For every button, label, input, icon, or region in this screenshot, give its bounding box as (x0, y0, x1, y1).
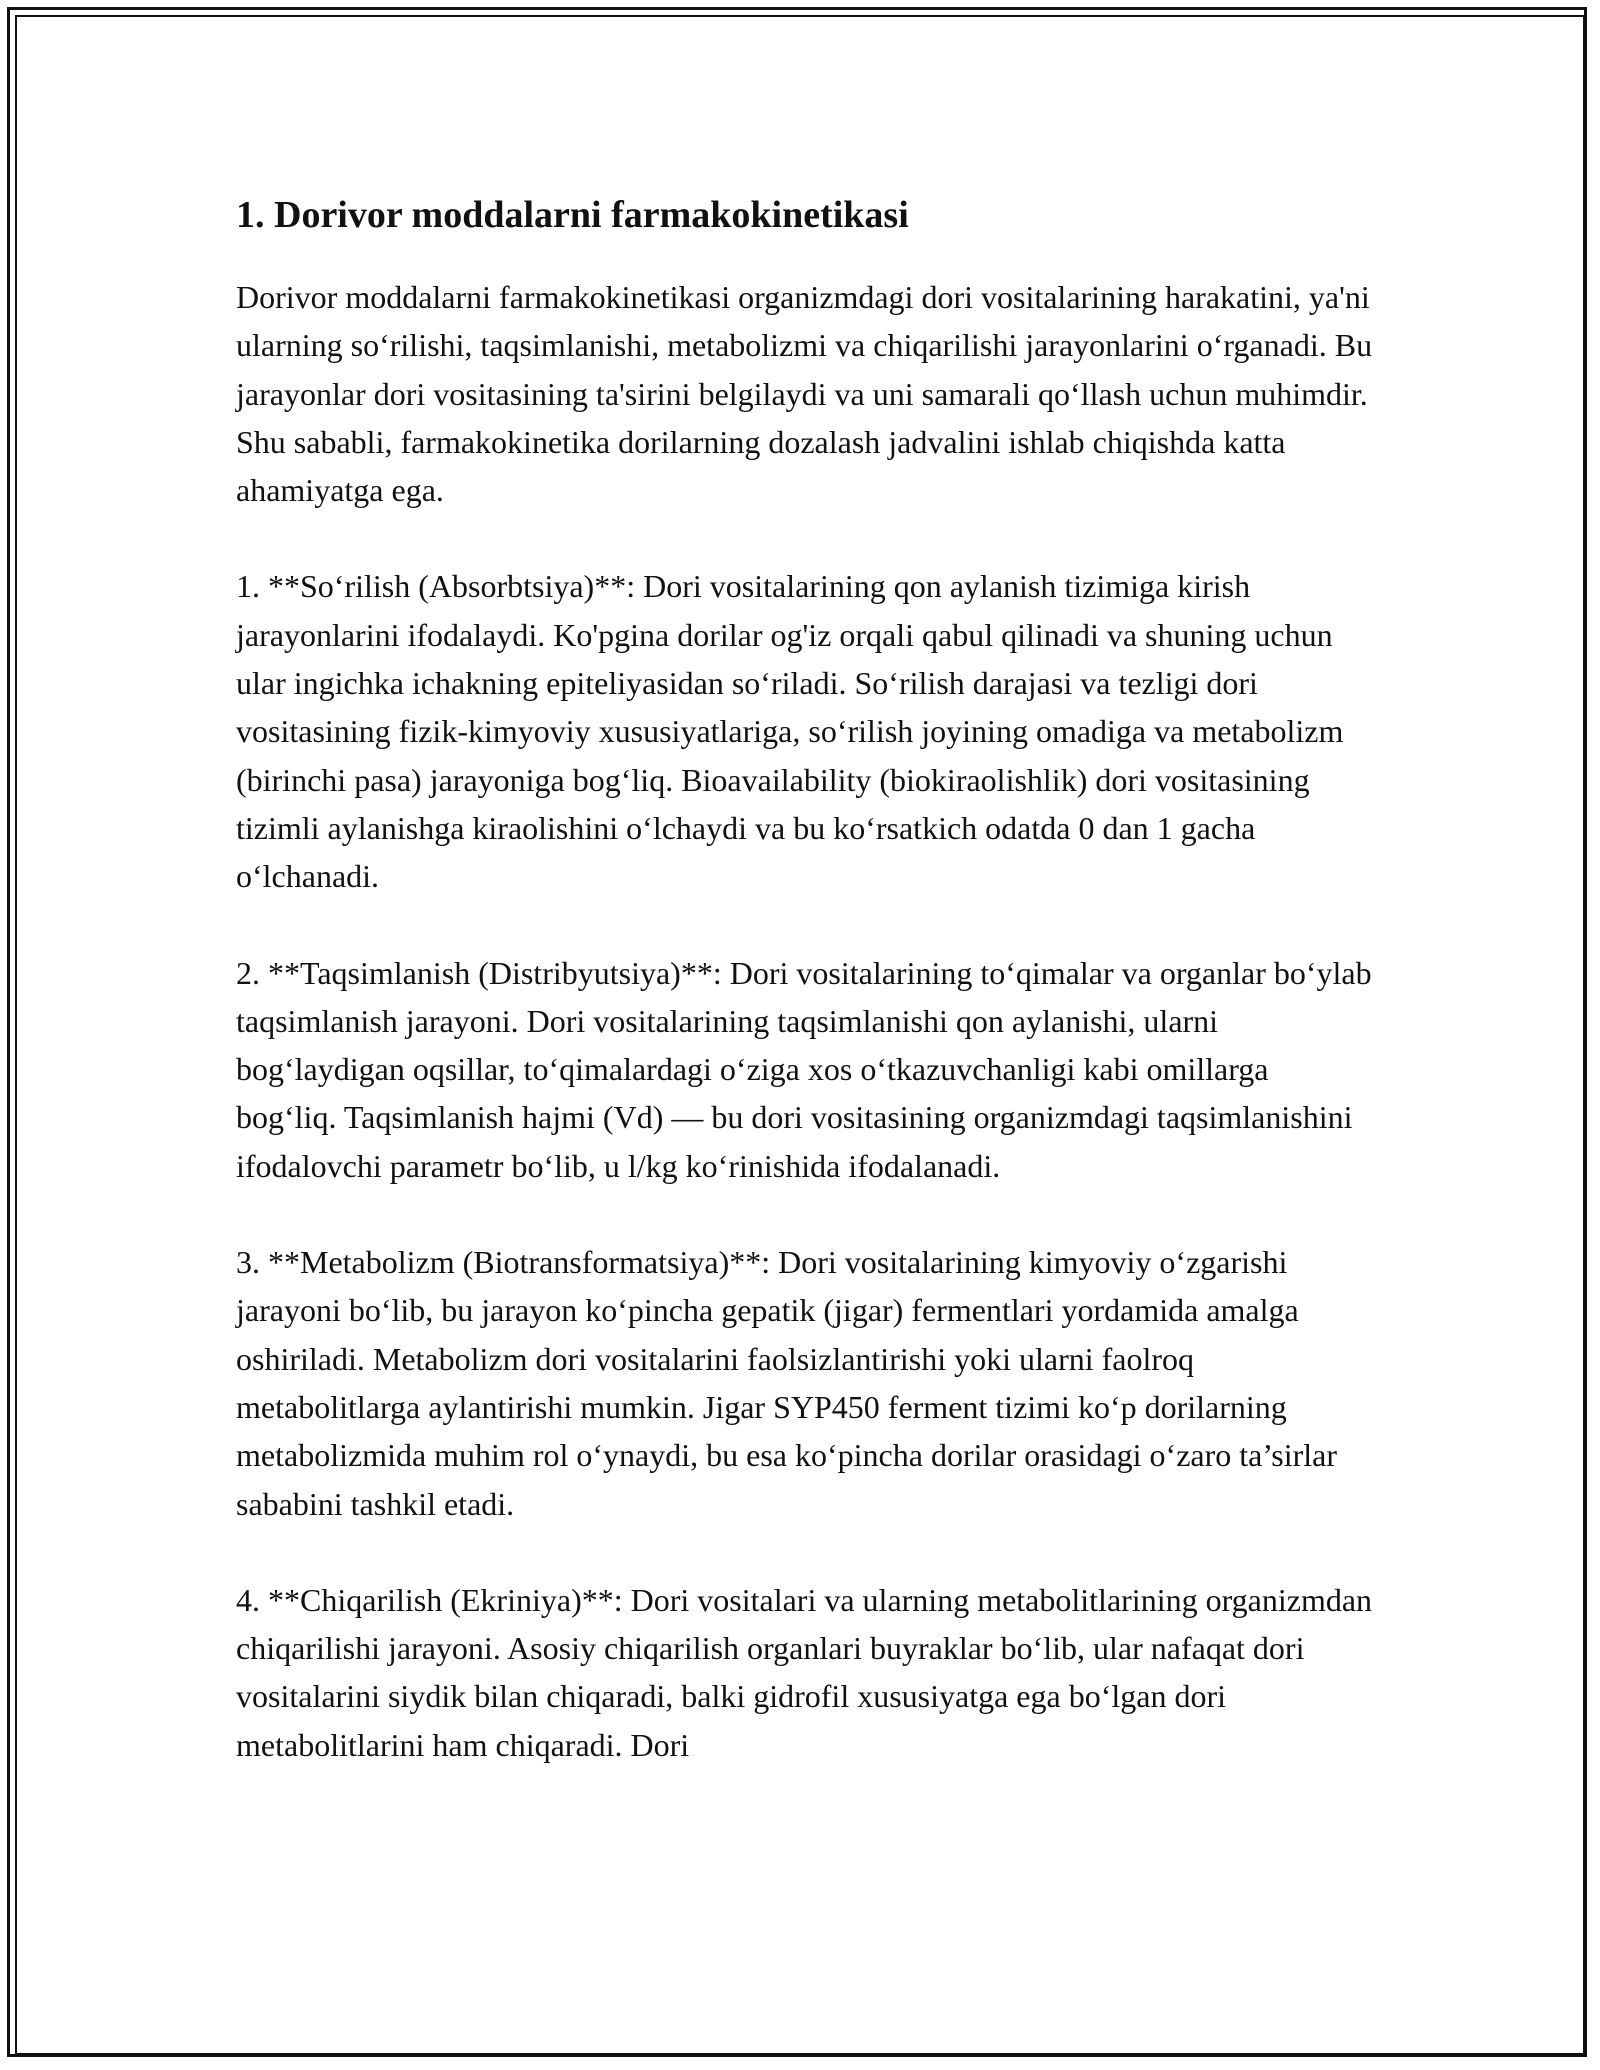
excretion-paragraph: 4. **Chiqarilish (Ekriniya)**: Dori vositalari va ularning metabolitlarining organizmdan chiqarilishi jarayoni. Asosiy chiqarilish organlari buyraklar bo‘lib, ular nafaqat dori vositalarini siydik bilan chiqaradi, balki gidrofil xususiyatga ega bo‘lgan dori metabolitlarini ham chiqaradi. Dori (236, 1581, 1373, 1763)
absorption-paragraph: 1. **So‘rilish (Absorbtsiya)**: Dori vositalarining qon aylanish tizimiga kirish jarayonlarini ifodalaydi. Ko'pgina dorilar og'iz orqali qabul qilinadi va shuning uchun ular ingichka ichakning epiteliyasidan so‘riladi. So‘rilish darajasi va tezligi dori vositasining fizik-kimyoviy xususiyatlariga, so‘rilish joyining omadiga va metabolizm (birinchi pasa) jarayoniga bog‘liq. Bioavailability (biokiraolishlik) dori vositasining tizimli aylanishga kiraolishini o‘lchaydi va bu ko‘rsatkich odatda 0 dan 1 gacha o‘lchanadi. (236, 568, 1344, 895)
document-body (236, 183, 1376, 1769)
intro-paragraph: Dorivor moddalarni farmakokinetikasi organizmdagi dori vositalarining harakatini, ya'ni ularning so‘rilishi, taqsimlanishi, metabolizmi va chiqarilishi jarayonlarini o‘rganadi. Bu jarayonlar dori vositasining ta'sirini belgilaydi va uni samarali qo‘llash uchun muhimdir. Shu sababli, farmakokinetika dorilarning dozalash jadvalini ishlab chiqishda katta ahamiyatga ega. (236, 279, 1373, 509)
section-heading: 1. Dorivor moddalarni farmakokinetikasi (236, 194, 909, 236)
metabolism-paragraph: 3. **Metabolizm (Biotransformatsiya)**: Dori vositalarining kimyoviy o‘zgarishi jarayoni bo‘lib, bu jarayon ko‘pincha gepatik (jigar) fermentlari yordamida amalga oshiriladi. Metabolizm dori vositalarini faolsizlantirishi yoki ularni faolroq metabolitlarga aylantirishi mumkin. Jigar SYP450 ferment tizimi ko‘p dorilarning metabolizmida muhim rol o‘ynaydi, bu esa ko‘pincha dorilar orasidagi o‘zaro ta’sirlar sababini tashkil etadi. (236, 1244, 1337, 1522)
distribution-paragraph: 2. **Taqsimlanish (Distribyutsiya)**: Dori vositalarining to‘qimalar va organlar bo‘ylab taqsimlanish jarayoni. Dori vositalarining taqsimlanishi qon aylanishi, ularni bog‘laydigan oqsillar, to‘qimalardagi o‘ziga xos o‘tkazuvchanligi kabi omillarga bog‘liq. Taqsimlanish hajmi (Vd) — bu dori vositasining organizmdagi taqsimlanishini ifodalovchi parametr bo‘lib, u l/kg ko‘rinishida ifodalanadi. (236, 954, 1372, 1184)
